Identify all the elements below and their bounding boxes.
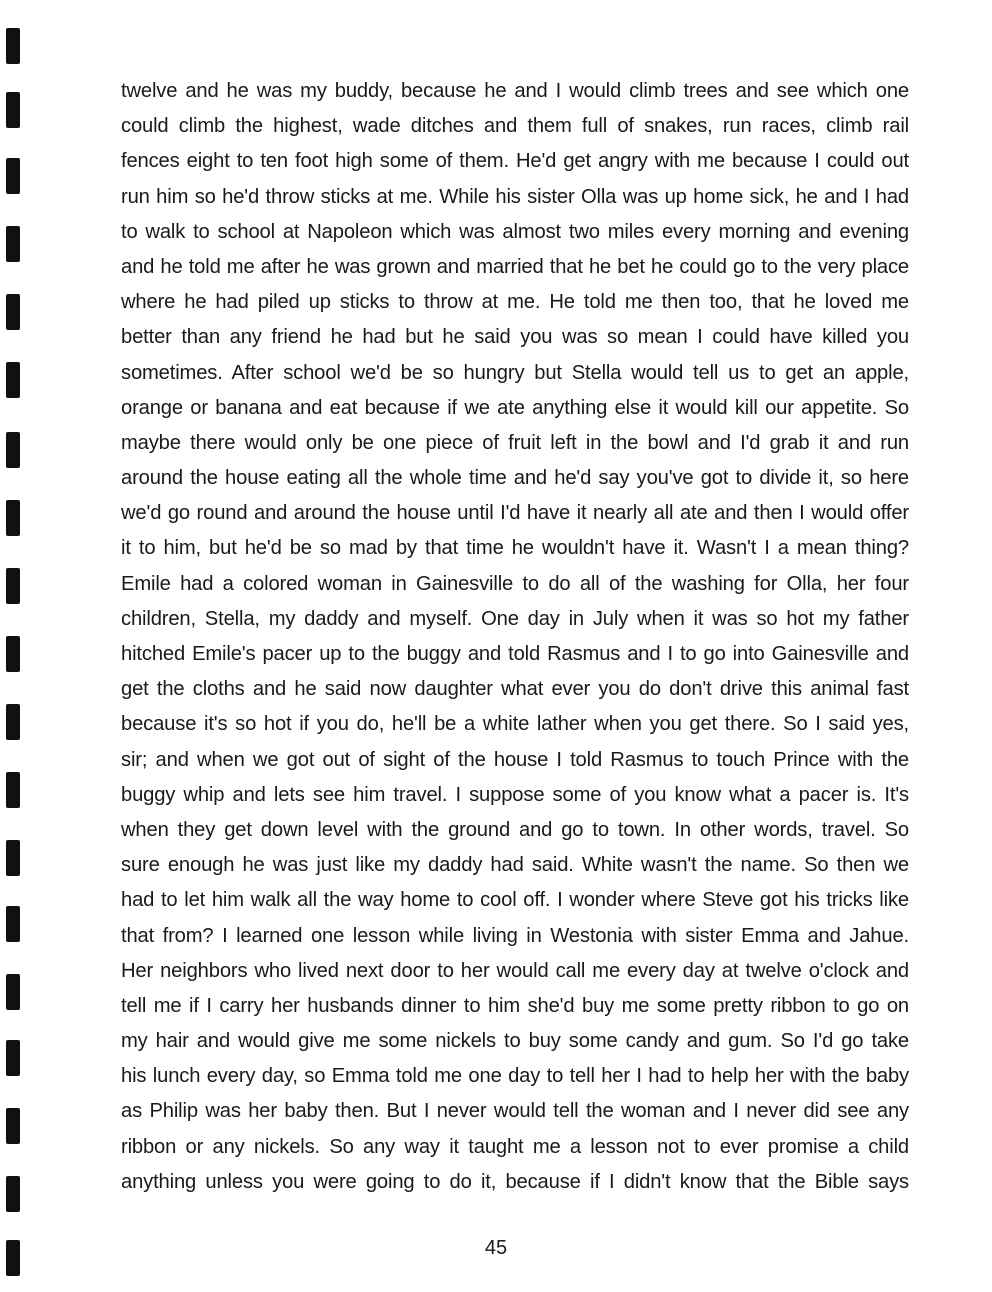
binding-hole bbox=[6, 1040, 20, 1076]
text-line: we'd go round and around the house until I'd have it nearly all ate and then I would offer bbox=[121, 502, 909, 525]
text-line: Emile had a colored woman in Gainesville to do all of the washing for Olla, her four bbox=[121, 572, 909, 595]
binding-hole bbox=[6, 362, 20, 398]
text-line: because it's so hot if you do, he'll be a white lather when you get there. So I said yes, bbox=[121, 713, 909, 736]
binding-hole bbox=[6, 294, 20, 330]
binding-hole bbox=[6, 500, 20, 536]
binding-hole bbox=[6, 28, 20, 64]
text-line: anything unless you were going to do it, because if I didn't know that the Bible says bbox=[121, 1170, 909, 1193]
text-line: my hair and would give me some nickels to buy some candy and gum. So I'd go take bbox=[121, 1030, 909, 1053]
text-line: and he told me after he was grown and married that he bet he could go to the very place bbox=[121, 255, 909, 278]
text-line: get the cloths and he said now daughter what ever you do don't drive this animal fast bbox=[121, 678, 909, 701]
text-line: his lunch every day, so Emma told me one day to tell her I had to help her with the baby bbox=[121, 1065, 909, 1088]
text-line: ribbon or any nickels. So any way it taught me a lesson not to ever promise a child bbox=[121, 1135, 909, 1158]
text-line: tell me if I carry her husbands dinner to him she'd buy me some pretty ribbon to go on bbox=[121, 994, 909, 1017]
text-line: where he had piled up sticks to throw at me. He told me then too, that he loved me bbox=[121, 291, 909, 314]
page-number: 45 bbox=[484, 1237, 508, 1259]
text-line: when they get down level with the ground and go to town. In other words, travel. So bbox=[121, 818, 909, 841]
text-line: orange or banana and eat because if we ate anything else it would kill our appetite. So bbox=[121, 396, 909, 419]
text-line: it to him, but he'd be so mad by that time he wouldn't have it. Wasn't I a mean thing? bbox=[121, 537, 909, 560]
text-line: children, Stella, my daddy and myself. One day in July when it was so hot my father bbox=[121, 607, 909, 630]
text-line: around the house eating all the whole time and he'd say you've got to divide it, so here bbox=[121, 467, 909, 490]
binding-hole bbox=[6, 906, 20, 942]
binding-hole bbox=[6, 568, 20, 604]
binding-hole bbox=[6, 158, 20, 194]
text-line: to walk to school at Napoleon which was almost two miles every morning and evening bbox=[121, 220, 909, 243]
text-line: better than any friend he had but he said you was so mean I could have killed you bbox=[121, 326, 909, 349]
text-line: buggy whip and lets see him travel. I suppose some of you know what a pacer is. It's bbox=[121, 783, 909, 806]
text-line: fences eight to ten foot high some of them. He'd get angry with me because I could out bbox=[121, 150, 909, 173]
binding-hole bbox=[6, 432, 20, 468]
text-line: run him so he'd throw sticks at me. While his sister Olla was up home sick, he and I had bbox=[121, 185, 909, 208]
binding-hole bbox=[6, 840, 20, 876]
text-line: had to let him walk all the way home to cool off. I wonder where Steve got his tricks like bbox=[121, 889, 909, 912]
text-line: could climb the highest, wade ditches and them full of snakes, run races, climb rail bbox=[121, 115, 909, 138]
text-line: Her neighbors who lived next door to her would call me every day at twelve o'clock and bbox=[121, 959, 909, 982]
binding-hole bbox=[6, 1176, 20, 1212]
spiral-binding-holes bbox=[0, 0, 30, 1292]
binding-hole bbox=[6, 704, 20, 740]
binding-hole bbox=[6, 772, 20, 808]
text-line: maybe there would only be one piece of fruit left in the bowl and I'd grab it and run bbox=[121, 431, 909, 454]
text-line: as Philip was her baby then. But I never would tell the woman and I never did see any bbox=[121, 1100, 909, 1123]
text-line: sometimes. After school we'd be so hungry but Stella would tell us to get an apple, bbox=[121, 361, 909, 384]
binding-hole bbox=[6, 226, 20, 262]
binding-hole bbox=[6, 974, 20, 1010]
binding-hole bbox=[6, 1108, 20, 1144]
text-line: twelve and he was my buddy, because he and I would climb trees and see which one bbox=[121, 80, 909, 102]
text-line: sir; and when we got out of sight of the house I told Rasmus to touch Prince with the bbox=[121, 748, 909, 771]
binding-hole bbox=[6, 636, 20, 672]
text-line: hitched Emile's pacer up to the buggy and told Rasmus and I to go into Gainesville and bbox=[121, 643, 909, 665]
text-line: that from? I learned one lesson while living in Westonia with sister Emma and Jahue. bbox=[121, 924, 909, 947]
text-line: sure enough he was just like my daddy had said. White wasn't the name. So then we bbox=[121, 854, 909, 877]
binding-hole bbox=[6, 92, 20, 128]
body-text bbox=[121, 74, 909, 1200]
